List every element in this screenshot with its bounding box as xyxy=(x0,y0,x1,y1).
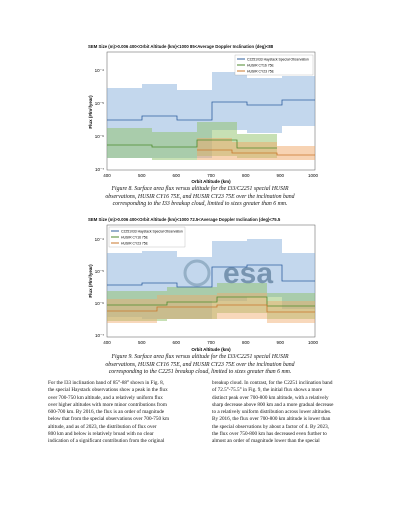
legend-label: HUSIR CT16 75E xyxy=(247,63,274,68)
x-tick-label: 900 xyxy=(276,173,285,178)
esa-watermark: esa xyxy=(223,257,274,290)
y-tick-label: 10⁻⁶ xyxy=(94,134,104,139)
y-tick-label: 10⁻⁷ xyxy=(94,333,104,338)
figure8-caption: Figure 8. Surface area flux versus altitude for the I33/C2251 special HUSIR observations, HUSIR CY16 75E, and HUSIR CY23 75E over the inclination band corresponding to the I33 breakup cloud, limited to sizes greater than 6 mm. xyxy=(105,186,295,208)
y-tick-label: 10⁻⁶ xyxy=(94,301,104,306)
x-tick-label: 600 xyxy=(172,173,181,178)
x-tick-label: 1000 xyxy=(307,340,319,345)
legend-label: HUSIR CY16 75E xyxy=(121,235,148,240)
x-tick-label: 800 xyxy=(241,340,250,345)
x-axis-label: Orbit Altitude (km) xyxy=(191,347,231,352)
x-tick-label: 700 xyxy=(207,340,215,345)
orange-band-segment xyxy=(197,138,232,160)
body-text-right-column: breakup cloud. In contrast, for the C2251 inclination band of 72.5°-75.5° in Fig. 9, the initial flux shows a more distinct peak over 700-800 km altitude, with a relatively sharp decrease above 800 km and a more gradual decrease to a relatively uniform distribution across lower altitudes. By 2016, the flux over 700-800 km altitude is lower than the special observations by about a factor of 4. By 2023, the flux over 750-800 km has decreased even further to almost an order of magnitude lower than the special xyxy=(212,380,334,444)
figure8-title: SEM Size (m)>0.006 400<Orbit Altitude (km)<1000 85<Average Doppler Inclination (deg)<88 xyxy=(88,44,274,49)
orange-band-segment xyxy=(277,146,315,160)
x-tick-label: 400 xyxy=(103,340,111,345)
legend-label: HUSIR CY23 75E xyxy=(247,69,274,74)
y-tick-label: 10⁻⁴ xyxy=(94,237,104,242)
x-tick-label: 500 xyxy=(137,173,146,178)
blue-band-segment xyxy=(247,78,282,133)
figure9-title: SEM Size (m)>0.006 400<Orbit Altitude (km)<1000 72.5<Average Doppler Inclination (deg)<75.5 xyxy=(88,217,281,222)
x-tick-label: 900 xyxy=(276,340,285,345)
y-tick-label: 10⁻⁷ xyxy=(94,167,104,172)
x-tick-label: 400 xyxy=(103,173,111,178)
orange-band-segment xyxy=(232,142,277,160)
body-text-left-column: For the I33 inclination band of 85°-88° shown in Fig. 8, the special Haystack observations show a peak in the flux over 700-750 km altitude, and a relatively uniform flux over higher altitudes with more minor contributions from 600-700 km. By 2016, the flux is an order of magnitude below that from the special observations over 700-750 km altitude, and as of 2023, the distribution of flux over 800 km and below is relatively broad with no clear indication of a significant contribution from the original xyxy=(48,380,170,444)
x-tick-label: 1000 xyxy=(307,173,319,178)
y-axis-label: Flux (#/m²/year) xyxy=(88,95,93,129)
x-tick-label: 500 xyxy=(137,340,146,345)
y-tick-label: 10⁻⁵ xyxy=(94,101,104,106)
x-tick-label: 600 xyxy=(172,340,181,345)
blue-band-segment xyxy=(282,76,315,126)
x-axis-label: Orbit Altitude (km) xyxy=(191,179,231,184)
legend-label: HUSIR CY23 75E xyxy=(121,241,148,246)
blue-band-segment xyxy=(212,72,247,130)
green-band-segment xyxy=(107,128,152,158)
legend-label: C2251/I33 Haystack Special Observation xyxy=(121,229,183,234)
x-tick-label: 700 xyxy=(207,173,215,178)
green-band-segment xyxy=(152,132,197,160)
figure9-chart xyxy=(85,223,325,353)
x-tick-label: 800 xyxy=(241,173,250,178)
y-tick-label: 10⁻⁵ xyxy=(94,269,104,274)
legend-label: C2251/I33 Haystack Special Observation xyxy=(247,57,309,62)
y-tick-label: 10⁻⁴ xyxy=(94,68,104,73)
figure8-chart xyxy=(85,50,325,185)
y-axis-label: Flux (#/m²/year) xyxy=(88,264,93,298)
figure9-caption: Figure 9. Surface area flux versus altitude for the I33/C2251 special HUSIR observations, HUSIR CY16 75E, and HUSIR CY23 75E over the inclination band corresponding to the C2251 breakup cloud, limited to sizes greater than 6 mm. xyxy=(105,354,295,376)
